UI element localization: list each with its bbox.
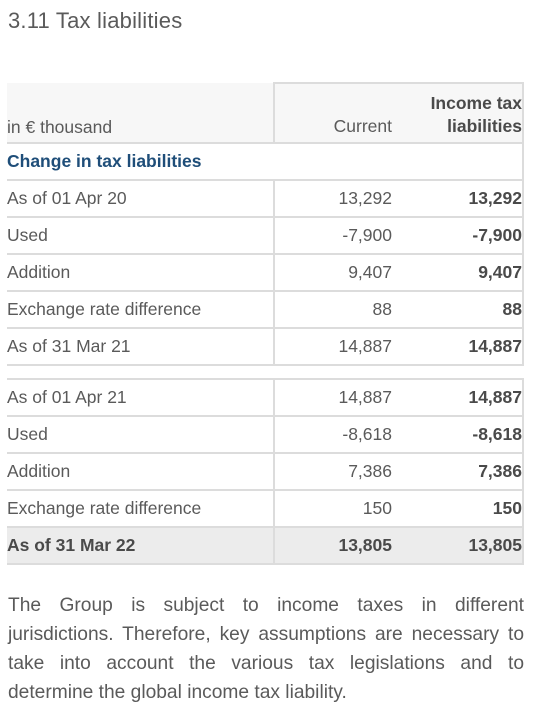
row-label: As of 31 Mar 22 [7, 527, 274, 564]
income-tax-value: 13,805 [392, 527, 523, 564]
table-row [7, 379, 523, 416]
row-label: Addition [7, 254, 274, 291]
section-row [7, 143, 523, 180]
table-row [7, 490, 523, 527]
current-value: 14,887 [274, 328, 392, 365]
table-row [7, 217, 523, 254]
column-header-income-line1: Income tax [430, 93, 522, 113]
current-value: 150 [274, 490, 392, 527]
current-value: 13,805 [274, 527, 392, 564]
current-value: 9,407 [274, 254, 392, 291]
total-row [7, 527, 523, 564]
row-label: Exchange rate difference [7, 490, 274, 527]
row-label: Used [7, 217, 274, 254]
income-tax-value: 150 [392, 490, 523, 527]
section-title: 3.11 Tax liabilities [8, 8, 183, 33]
current-value: 13,292 [274, 180, 392, 217]
table-header-row [7, 83, 523, 143]
row-label: Used [7, 416, 274, 453]
current-value: 7,386 [274, 453, 392, 490]
column-header-income-line2: liabilities [447, 116, 522, 136]
income-tax-value: 7,386 [392, 453, 523, 490]
income-tax-value: 88 [392, 291, 523, 328]
row-label: Exchange rate difference [7, 291, 274, 328]
tax-liabilities-table [7, 82, 524, 565]
column-header-income-tax-liabilities [392, 83, 523, 143]
table-row [7, 328, 523, 365]
current-value: -7,900 [274, 217, 392, 254]
row-label: As of 31 Mar 21 [7, 328, 274, 365]
table-row [7, 416, 523, 453]
spacer-row [7, 365, 523, 379]
table-row [7, 291, 523, 328]
row-label: As of 01 Apr 21 [7, 379, 274, 416]
table-row [7, 453, 523, 490]
current-value: 88 [274, 291, 392, 328]
spacer-cell [7, 365, 523, 379]
current-value: -8,618 [274, 416, 392, 453]
income-tax-value: -7,900 [392, 217, 523, 254]
income-tax-value: -8,618 [392, 416, 523, 453]
unit-label: in € thousand [7, 83, 274, 143]
column-header-current: Current [274, 83, 392, 143]
body-paragraph: The Group is subject to income taxes in different jurisdictions. Therefore, key assumptions are necessary to take into account the various tax legislations and to determine the global income tax liability. [8, 595, 524, 703]
income-tax-value: 13,292 [392, 180, 523, 217]
current-value: 14,887 [274, 379, 392, 416]
income-tax-value: 14,887 [392, 379, 523, 416]
row-label: As of 01 Apr 20 [7, 180, 274, 217]
income-tax-value: 9,407 [392, 254, 523, 291]
table-row [7, 180, 523, 217]
section-label: Change in tax liabilities [7, 143, 523, 180]
income-tax-value: 14,887 [392, 328, 523, 365]
table-row [7, 254, 523, 291]
row-label: Addition [7, 453, 274, 490]
